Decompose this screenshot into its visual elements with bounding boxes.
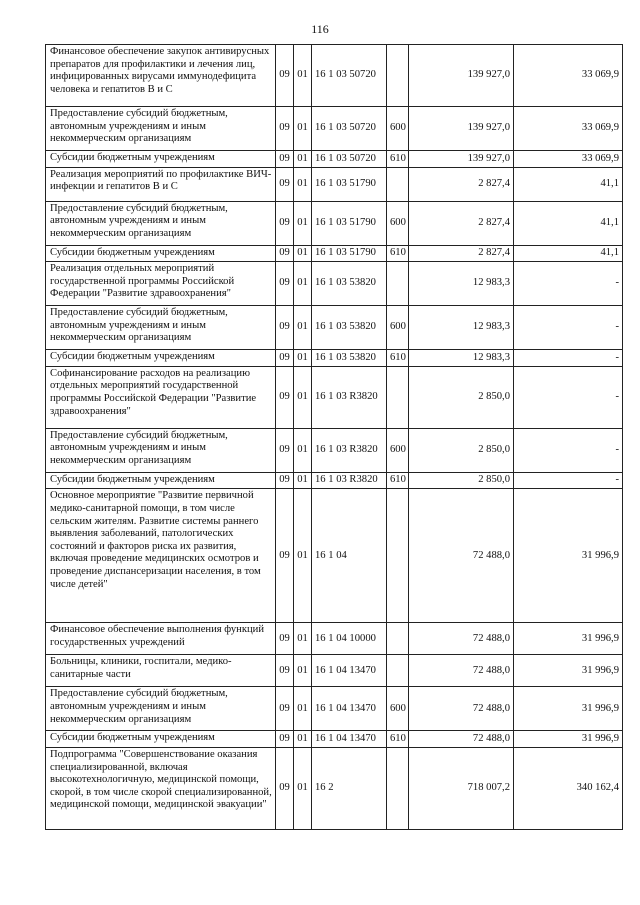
target-article-cell: 16 1 03 53820 [312,262,387,306]
amount-executed-cell: 31 996,9 [514,489,623,623]
amount-executed-cell: - [514,350,623,367]
amount-executed-cell: - [514,428,623,472]
row-name-cell: Субсидии бюджетным учреждениям [46,472,276,489]
amount-executed-cell: 41,1 [514,167,623,201]
amount-executed-cell: 31 996,9 [514,623,623,655]
target-article-cell: 16 1 03 51790 [312,201,387,245]
subsection-code-cell: 01 [294,731,312,748]
amount-planned-cell: 72 488,0 [409,655,514,687]
expense-type-cell [387,655,409,687]
table-row [46,262,623,306]
subsection-code-cell: 01 [294,350,312,367]
amount-planned-cell: 72 488,0 [409,623,514,655]
amount-executed-cell: 31 996,9 [514,687,623,731]
amount-planned-cell: 12 983,3 [409,262,514,306]
table-row [46,151,623,168]
amount-planned-cell: 2 850,0 [409,366,514,428]
section-code-cell: 09 [276,747,294,829]
expense-type-cell [387,167,409,201]
section-code-cell: 09 [276,306,294,350]
table-row [46,45,623,107]
amount-planned-cell: 718 007,2 [409,747,514,829]
section-code-cell: 09 [276,262,294,306]
amount-planned-cell: 2 827,4 [409,245,514,262]
row-name-cell: Субсидии бюджетным учреждениям [46,350,276,367]
target-article-cell: 16 1 03 50720 [312,45,387,107]
amount-executed-cell: 340 162,4 [514,747,623,829]
target-article-cell: 16 1 04 13470 [312,655,387,687]
subsection-code-cell: 01 [294,472,312,489]
section-code-cell: 09 [276,623,294,655]
expense-type-cell [387,623,409,655]
amount-executed-cell: - [514,366,623,428]
expense-type-cell [387,366,409,428]
table-row [46,201,623,245]
subsection-code-cell: 01 [294,747,312,829]
expense-type-cell [387,45,409,107]
row-name-cell: Реализация мероприятий по профилактике ВИЧ-инфекции и гепатитов В и С [46,167,276,201]
table-row [46,687,623,731]
target-article-cell: 16 1 03 50720 [312,151,387,168]
amount-planned-cell: 12 983,3 [409,306,514,350]
table-row [46,107,623,151]
table-row [46,655,623,687]
table-row [46,731,623,748]
amount-executed-cell: 31 996,9 [514,655,623,687]
expense-type-cell [387,747,409,829]
section-code-cell: 09 [276,167,294,201]
row-name-cell: Софинансирование расходов на реализацию отдельных мероприятий государственной программы Российской Федерации "Развитие здравоохранения" [46,366,276,428]
target-article-cell: 16 1 03 R3820 [312,472,387,489]
expense-type-cell [387,262,409,306]
table-row [46,489,623,623]
subsection-code-cell: 01 [294,687,312,731]
expense-type-cell: 600 [387,687,409,731]
section-code-cell: 09 [276,201,294,245]
amount-planned-cell: 139 927,0 [409,151,514,168]
target-article-cell: 16 1 03 53820 [312,306,387,350]
target-article-cell: 16 1 03 50720 [312,107,387,151]
amount-executed-cell: 33 069,9 [514,45,623,107]
target-article-cell: 16 1 04 10000 [312,623,387,655]
table-row [46,623,623,655]
amount-planned-cell: 2 850,0 [409,428,514,472]
row-name-cell: Предоставление субсидий бюджетным, автономным учреждениям и иным некоммерческим организациям [46,306,276,350]
subsection-code-cell: 01 [294,366,312,428]
subsection-code-cell: 01 [294,262,312,306]
section-code-cell: 09 [276,366,294,428]
target-article-cell: 16 1 04 [312,489,387,623]
row-name-cell: Предоставление субсидий бюджетным, автономным учреждениям и иным некоммерческим организациям [46,428,276,472]
section-code-cell: 09 [276,489,294,623]
subsection-code-cell: 01 [294,167,312,201]
target-article-cell: 16 1 03 R3820 [312,428,387,472]
amount-planned-cell: 72 488,0 [409,489,514,623]
amount-executed-cell: 31 996,9 [514,731,623,748]
section-code-cell: 09 [276,245,294,262]
amount-planned-cell: 12 983,3 [409,350,514,367]
row-name-cell: Субсидии бюджетным учреждениям [46,151,276,168]
subsection-code-cell: 01 [294,428,312,472]
table-row [46,306,623,350]
expense-type-cell: 600 [387,428,409,472]
amount-executed-cell: 41,1 [514,201,623,245]
row-name-cell: Субсидии бюджетным учреждениям [46,731,276,748]
target-article-cell: 16 1 03 R3820 [312,366,387,428]
target-article-cell: 16 1 04 13470 [312,687,387,731]
amount-executed-cell: - [514,262,623,306]
row-name-cell: Реализация отдельных мероприятий государственной программы Российской Федерации "Развитие здравоохранения" [46,262,276,306]
section-code-cell: 09 [276,45,294,107]
section-code-cell: 09 [276,350,294,367]
amount-planned-cell: 2 850,0 [409,472,514,489]
subsection-code-cell: 01 [294,306,312,350]
amount-planned-cell: 2 827,4 [409,167,514,201]
subsection-code-cell: 01 [294,623,312,655]
section-code-cell: 09 [276,428,294,472]
subsection-code-cell: 01 [294,655,312,687]
expense-type-cell: 610 [387,472,409,489]
table-row [46,428,623,472]
amount-planned-cell: 139 927,0 [409,45,514,107]
target-article-cell: 16 1 03 51790 [312,245,387,262]
expense-type-cell: 610 [387,350,409,367]
target-article-cell: 16 1 03 51790 [312,167,387,201]
expense-type-cell: 600 [387,107,409,151]
table-row [46,366,623,428]
page-number: 116 [311,22,329,36]
row-name-cell: Предоставление субсидий бюджетным, автономным учреждениям и иным некоммерческим организациям [46,687,276,731]
amount-executed-cell: 33 069,9 [514,107,623,151]
budget-table [45,44,623,830]
target-article-cell: 16 1 03 53820 [312,350,387,367]
subsection-code-cell: 01 [294,151,312,168]
table-row [46,472,623,489]
amount-planned-cell: 2 827,4 [409,201,514,245]
expense-type-cell: 610 [387,245,409,262]
section-code-cell: 09 [276,687,294,731]
row-name-cell: Финансовое обеспечение закупок антивирусных препаратов для профилактики и лечения лиц, инфицированных вирусами иммунодефицита человека и гепатитов В и С [46,45,276,107]
expense-type-cell: 600 [387,201,409,245]
subsection-code-cell: 01 [294,107,312,151]
subsection-code-cell: 01 [294,489,312,623]
section-code-cell: 09 [276,107,294,151]
row-name-cell: Финансовое обеспечение выполнения функций государственных учреждений [46,623,276,655]
section-code-cell: 09 [276,731,294,748]
target-article-cell: 16 1 04 13470 [312,731,387,748]
expense-type-cell: 610 [387,731,409,748]
target-article-cell: 16 2 [312,747,387,829]
section-code-cell: 09 [276,655,294,687]
row-name-cell: Субсидии бюджетным учреждениям [46,245,276,262]
amount-executed-cell: - [514,306,623,350]
row-name-cell: Предоставление субсидий бюджетным, автономным учреждениям и иным некоммерческим организациям [46,201,276,245]
row-name-cell: Основное мероприятие "Развитие первичной медико-санитарной помощи, в том числе сельским жителям. Развитие системы раннего выявления заболеваний, патологических состояний и факторов риска их развития, включая проведение медицинских осмотров и проведение диспансеризации населения, в том числе детей" [46,489,276,623]
subsection-code-cell: 01 [294,201,312,245]
row-name-cell: Больницы, клиники, госпитали, медико-санитарные части [46,655,276,687]
amount-executed-cell: - [514,472,623,489]
table-body [46,45,623,830]
subsection-code-cell: 01 [294,245,312,262]
expense-type-cell [387,489,409,623]
amount-executed-cell: 41,1 [514,245,623,262]
table-row [46,167,623,201]
section-code-cell: 09 [276,151,294,168]
expense-type-cell: 610 [387,151,409,168]
amount-executed-cell: 33 069,9 [514,151,623,168]
section-code-cell: 09 [276,472,294,489]
expense-type-cell: 600 [387,306,409,350]
subsection-code-cell: 01 [294,45,312,107]
table-row [46,245,623,262]
amount-planned-cell: 139 927,0 [409,107,514,151]
row-name-cell: Предоставление субсидий бюджетным, автономным учреждениям и иным некоммерческим организациям [46,107,276,151]
table-row [46,350,623,367]
amount-planned-cell: 72 488,0 [409,731,514,748]
table-row [46,747,623,829]
amount-planned-cell: 72 488,0 [409,687,514,731]
row-name-cell: Подпрограмма "Совершенствование оказания специализированной, включая высокотехнологичную, медицинской помощи, скорой, в том числе скорой специализированной, медицинской помощи, медицинской эвакуации" [46,747,276,829]
